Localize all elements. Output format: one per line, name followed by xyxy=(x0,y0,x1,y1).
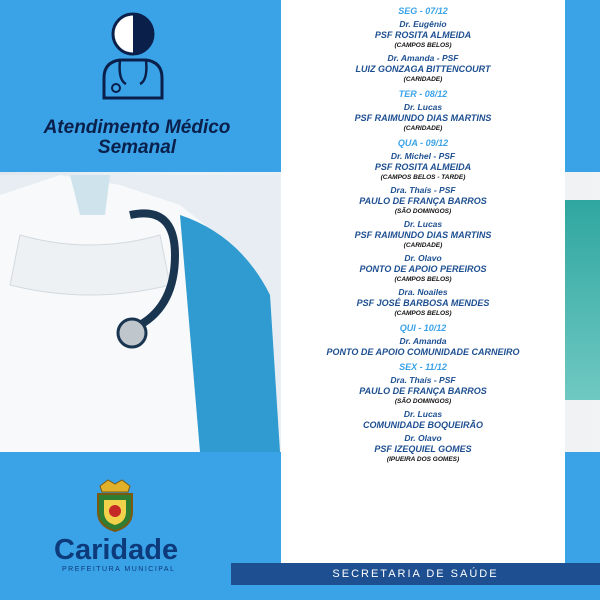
clinic-name: PONTO DE APOIO COMUNIDADE CARNEIRO xyxy=(326,347,520,357)
day-qui xyxy=(281,322,565,358)
day-label: QUI - 10/12 xyxy=(399,323,447,333)
footer-bar: SECRETARIA DE SAÚDE xyxy=(231,563,600,585)
photo-right-nurse xyxy=(565,200,600,400)
clinic-name: PSF RAIMUNDO DIAS MARTINS xyxy=(354,230,492,240)
clinic-name: COMUNIDADE BOQUEIRÃO xyxy=(362,420,483,430)
day-label: SEX - 11/12 xyxy=(399,362,447,372)
doctor-name: Dr. Olavo xyxy=(404,433,442,443)
day-seg xyxy=(281,5,565,85)
day-label: TER - 08/12 xyxy=(398,89,448,99)
clinic-location: (CAMPOS BELOS) xyxy=(394,310,452,317)
clinic-name: PAULO DE FRANÇA BARROS xyxy=(359,196,487,206)
clinic-location: (SÃO DOMINGOS) xyxy=(394,398,452,405)
doctor-name: Dr. Lucas xyxy=(403,219,443,229)
doctor-name: Dr. Olavo xyxy=(404,253,442,263)
clinic-location: (SÃO DOMINGOS) xyxy=(394,208,452,215)
clinic-location: (CARIDADE) xyxy=(403,125,443,132)
day-qua xyxy=(281,137,565,319)
clinic-location: (CARIDADE) xyxy=(403,76,443,83)
doctor-name: Dra. Thaís - PSF xyxy=(390,375,456,385)
doctor-name: Dr. Amanda - PSF xyxy=(387,53,459,63)
day-label: SEG - 07/12 xyxy=(398,6,448,16)
page-title xyxy=(22,118,252,158)
brand-subtitle: PREFEITURA MUNICIPAL xyxy=(62,566,176,573)
clinic-name: PSF IZEQUIEL GOMES xyxy=(374,444,472,454)
title-line2: Semanal xyxy=(97,137,177,158)
title-line1: Atendimento Médico xyxy=(43,117,231,138)
doctor-name: Dr. Michel - PSF xyxy=(390,151,456,161)
day-ter xyxy=(281,88,565,134)
doctor-name: Dr. Lucas xyxy=(403,102,443,112)
clinic-name: PSF ROSITA ALMEIDA xyxy=(374,162,472,172)
clinic-name: PSF RAIMUNDO DIAS MARTINS xyxy=(354,113,492,123)
schedule-list xyxy=(281,2,565,465)
clinic-name: LUIZ GONZAGA BITTENCOURT xyxy=(355,64,491,74)
clinic-location: (CAMPOS BELOS) xyxy=(394,276,452,283)
doctor-name: Dra. Noailes xyxy=(398,287,448,297)
doctor-name: Dr. Lucas xyxy=(403,409,443,419)
clinic-location: (IPUEIRA DOS GOMES) xyxy=(386,456,460,463)
doctor-photo xyxy=(0,175,280,452)
clinic-name: PONTO DE APOIO PEREIROS xyxy=(359,264,487,274)
crest-icon xyxy=(90,478,140,533)
clinic-name: PSF JOSÉ BARBOSA MENDES xyxy=(356,298,490,308)
doctor-name: Dr. Amanda xyxy=(399,336,447,346)
clinic-name: PAULO DE FRANÇA BARROS xyxy=(359,386,487,396)
day-sex xyxy=(281,361,565,465)
doctor-icon xyxy=(98,10,168,100)
doctor-name: Dra. Thaís - PSF xyxy=(390,185,456,195)
clinic-name: PSF ROSITA ALMEIDA xyxy=(374,30,472,40)
day-label: QUA - 09/12 xyxy=(397,138,449,148)
doctor-name: Dr. Eugênio xyxy=(399,19,447,29)
clinic-location: (CARIDADE) xyxy=(403,242,443,249)
brand-name: Caridade xyxy=(54,534,179,566)
clinic-location: (CAMPOS BELOS - TARDE) xyxy=(380,174,466,181)
clinic-location: (CAMPOS BELOS) xyxy=(394,42,452,49)
